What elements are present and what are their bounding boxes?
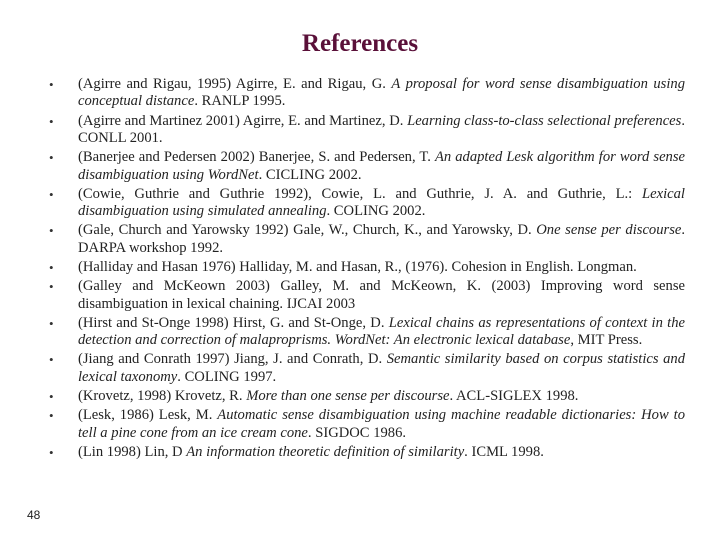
- reference-text: (Halliday and Hasan 1976) Halliday, M. and Hasan, R., (1976). Cohesion in English. Longman.: [78, 259, 637, 276]
- reference-text: (Gale, Church and Yarowsky 1992) Gale, W., Church, K., and Yarowsky, D.: [78, 222, 537, 239]
- reference-text: (Hirst and St-Onge 1998) Hirst, G. and St-Onge, D.: [78, 314, 389, 331]
- reference-text: (Jiang and Conrath 1997) Jiang, J. and Conrath, D.: [78, 351, 387, 368]
- reference-venue: . DARPA workshop 1992.: [78, 222, 686, 256]
- reference-venue: , MIT Press.: [570, 332, 643, 349]
- reference-item: [78, 259, 685, 276]
- reference-text: (Banerjee and Pedersen 2002) Banerjee, S. and Pedersen, T.: [78, 149, 435, 166]
- reference-title: More than one sense per discourse: [246, 388, 450, 405]
- reference-title: An information theoretic definition of similarity: [186, 443, 465, 460]
- reference-text: (Cowie, Guthrie and Guthrie 1992), Cowie, L. and Guthrie, J. A. and Guthrie, L.:: [78, 185, 643, 202]
- reference-item: [78, 315, 685, 350]
- reference-item: [78, 388, 685, 405]
- reference-item: [78, 76, 685, 111]
- reference-item: [78, 351, 685, 386]
- reference-venue: . ACL-SIGLEX 1998.: [449, 388, 579, 405]
- reference-venue: . RANLP 1995.: [194, 93, 286, 110]
- reference-title: Lexical chains as representations of context in the detection and correction of malaproprisms. WordNet: An electronic lexical database: [78, 314, 686, 349]
- reference-venue: . CICLING 2002.: [258, 166, 362, 183]
- reference-text: (Krovetz, 1998) Krovetz, R.: [78, 388, 247, 405]
- reference-list: [78, 76, 685, 463]
- reference-item: [78, 222, 685, 257]
- page-title: References: [301, 30, 419, 57]
- reference-text: (Agirre and Rigau, 1995) Agirre, E. and Rigau, G.: [78, 76, 392, 92]
- reference-text: (Lin 1998) Lin, D: [78, 443, 187, 460]
- reference-text: (Lesk, 1986) Lesk, M.: [78, 407, 218, 424]
- reference-title: Automatic sense disambiguation using machine readable dictionaries: How to tell a pine cone from an ice cream cone: [78, 407, 685, 441]
- reference-text: (Galley and McKeown 2003) Galley, M. and McKeown, K. (2003) Improving word sense disambiguation in lexical chaining. IJCAI 2003: [78, 278, 685, 312]
- reference-venue: . CONLL 2001.: [78, 112, 685, 147]
- reference-title: One sense per discourse: [536, 222, 682, 239]
- reference-item: [78, 149, 685, 184]
- reference-item: [78, 444, 685, 461]
- reference-venue: . SIGDOC 1986.: [307, 424, 407, 441]
- reference-item: [78, 186, 685, 221]
- reference-title: Lexical disambiguation using simulated annealing: [78, 185, 685, 220]
- reference-venue: . COLING 1997.: [177, 368, 277, 385]
- reference-item: [78, 278, 685, 313]
- reference-item: [78, 407, 685, 442]
- reference-text: (Agirre and Martinez 2001) Agirre, E. and Martinez, D.: [78, 112, 408, 129]
- reference-title: Learning class-to-class selectional preferences: [407, 112, 682, 129]
- reference-venue: . COLING 2002.: [326, 203, 426, 220]
- reference-title: A proposal for word sense disambiguation using conceptual distance: [78, 76, 685, 110]
- reference-venue: . ICML 1998.: [464, 443, 544, 460]
- reference-item: [78, 113, 685, 148]
- page-number: 48: [27, 508, 41, 522]
- reference-title: An adapted Lesk algorithm for word sense disambiguation using WordNet: [78, 149, 685, 183]
- reference-title: Semantic similarity based on corpus statistics and lexical taxonomy: [78, 351, 685, 385]
